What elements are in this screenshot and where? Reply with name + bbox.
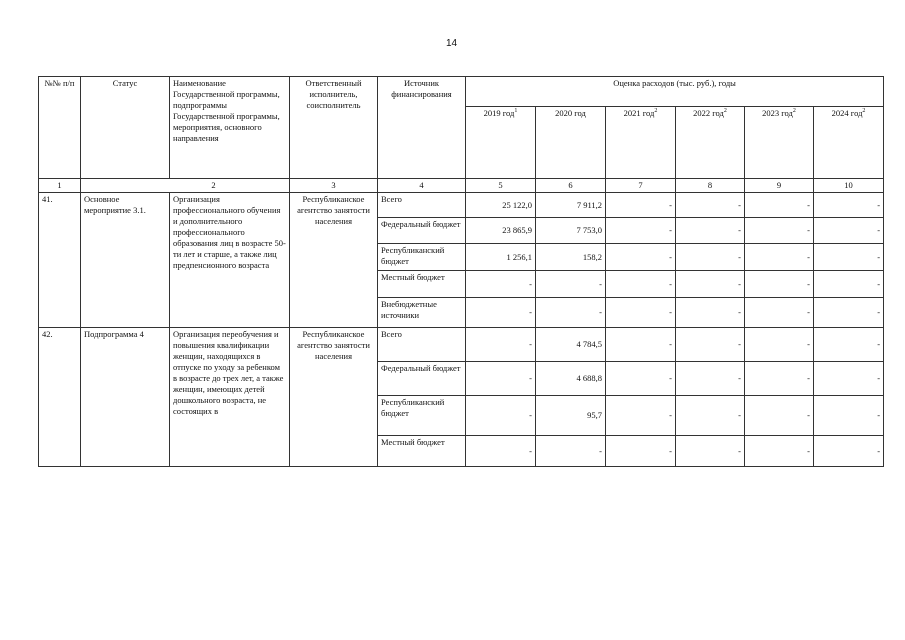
column-number: 2	[81, 179, 290, 193]
row-source: Всего	[378, 328, 466, 362]
row-value: -	[466, 298, 536, 328]
header-year-2024: 2024 год$^2$	[814, 107, 884, 179]
row-value: -	[466, 328, 536, 362]
row-value: -	[745, 328, 814, 362]
row-value: -	[676, 328, 745, 362]
row-value: -	[466, 271, 536, 298]
row-value: -	[814, 362, 884, 396]
row-value: -	[466, 396, 536, 436]
row-value: -	[745, 396, 814, 436]
header-costs: Оценка расходов (тыс. руб.), годы	[466, 77, 884, 107]
row-value: -	[676, 436, 745, 467]
header-row-1	[39, 77, 884, 107]
row-name: Организация профессионального обучения и дополнительного профессионального образования лиц в возрасте 50-ти лет и старше, а также лиц предпенсионного возраста	[170, 193, 290, 328]
row-value: -	[606, 271, 676, 298]
column-number: 4	[378, 179, 466, 193]
header-year-2021: 2021 год$^2$	[606, 107, 676, 179]
table-row	[39, 328, 884, 362]
row-value: -	[536, 271, 606, 298]
row-value: -	[676, 362, 745, 396]
row-value: -	[606, 328, 676, 362]
row-value: 23 865,9	[466, 218, 536, 244]
row-value: -	[814, 328, 884, 362]
row-executor: Республиканское агентство занятости населения	[290, 328, 378, 467]
row-value: 4 784,5	[536, 328, 606, 362]
row-value: -	[606, 244, 676, 271]
column-number: 3	[290, 179, 378, 193]
header-name: Наименование Государственной программы, подпрограммы Государственной программы, мероприятия, основного направления	[170, 77, 290, 179]
column-number: 8	[676, 179, 745, 193]
row-status: Подпрограмма 4	[81, 328, 170, 467]
row-value: -	[606, 193, 676, 218]
header-status: Статус	[81, 77, 170, 179]
row-value: -	[745, 362, 814, 396]
header-year-2023: 2023 год$^2$	[745, 107, 814, 179]
row-value: -	[676, 271, 745, 298]
column-number: 7	[606, 179, 676, 193]
row-num: 41.	[39, 193, 81, 328]
row-source: Федеральный бюджет	[378, 362, 466, 396]
row-value: -	[676, 298, 745, 328]
row-source: Местный бюджет	[378, 436, 466, 467]
row-value: -	[676, 396, 745, 436]
column-number: 6	[536, 179, 606, 193]
header-executor: Ответственный исполнитель, соисполнитель	[290, 77, 378, 179]
row-value: -	[606, 298, 676, 328]
header-num: №№ п/п	[39, 77, 81, 179]
row-value: -	[745, 298, 814, 328]
row-value: 25 122,0	[466, 193, 536, 218]
column-number: 1	[39, 179, 81, 193]
row-value: 158,2	[536, 244, 606, 271]
row-num: 42.	[39, 328, 81, 467]
row-name: Организация переобучения и повышения квалификации женщин, находящихся в отпуске по уходу за ребенком в возрасте до трех лет, а также женщин, имеющих детей дошкольного возраста, не состоящих в	[170, 328, 290, 467]
row-value: -	[745, 436, 814, 467]
row-value: 4 688,8	[536, 362, 606, 396]
column-number: 5	[466, 179, 536, 193]
row-executor: Республиканское агентство занятости населения	[290, 193, 378, 328]
row-status: Основное мероприятие 3.1.	[81, 193, 170, 328]
row-value: 7 911,2	[536, 193, 606, 218]
column-number-row	[39, 179, 884, 193]
row-value: -	[466, 436, 536, 467]
header-year-2022: 2022 год$^2$	[676, 107, 745, 179]
row-source: Федеральный бюджет	[378, 218, 466, 244]
row-value: -	[536, 436, 606, 467]
row-value: -	[814, 193, 884, 218]
row-value: -	[814, 396, 884, 436]
row-value: -	[676, 244, 745, 271]
header-year-2020: 2020 год	[536, 107, 606, 179]
row-value: -	[745, 271, 814, 298]
row-value: -	[536, 298, 606, 328]
row-value: 1 256,1	[466, 244, 536, 271]
header-source: Источник финансирования	[378, 77, 466, 179]
row-value: -	[745, 193, 814, 218]
row-value: -	[814, 436, 884, 467]
row-value: -	[606, 396, 676, 436]
row-value: -	[606, 362, 676, 396]
row-source: Всего	[378, 193, 466, 218]
row-source: Республиканский бюджет	[378, 244, 466, 271]
row-value: 95,7	[536, 396, 606, 436]
row-value: -	[814, 244, 884, 271]
row-value: -	[466, 362, 536, 396]
row-value: -	[676, 218, 745, 244]
row-source: Местный бюджет	[378, 271, 466, 298]
page-number: 14	[446, 38, 458, 49]
row-value: -	[745, 244, 814, 271]
column-number: 9	[745, 179, 814, 193]
row-value: -	[606, 218, 676, 244]
row-value: -	[676, 193, 745, 218]
column-number: 10	[814, 179, 884, 193]
header-year-2019: 2019 год$^1$	[466, 107, 536, 179]
table-row	[39, 193, 884, 218]
budget-table	[38, 76, 884, 467]
row-value: -	[745, 218, 814, 244]
row-value: -	[814, 271, 884, 298]
row-value: 7 753,0	[536, 218, 606, 244]
row-source: Внебюджетные источники	[378, 298, 466, 328]
row-value: -	[814, 298, 884, 328]
row-value: -	[814, 218, 884, 244]
row-value: -	[606, 436, 676, 467]
row-source: Республиканский бюджет	[378, 396, 466, 436]
